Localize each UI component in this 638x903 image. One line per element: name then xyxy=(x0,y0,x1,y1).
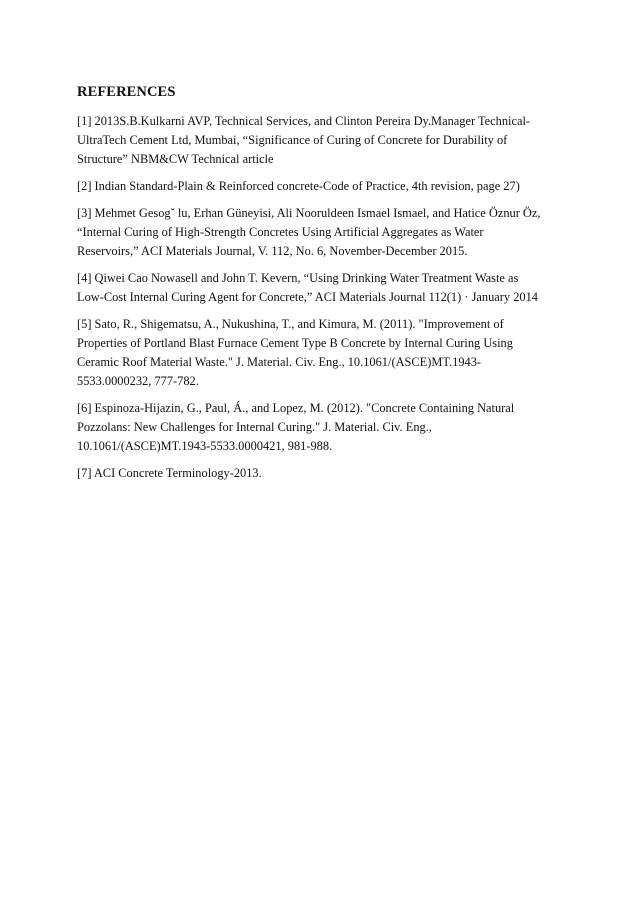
reference-line: UltraTech Cement Ltd, Mumbai, “Significance of Curing of Concrete for Durability of xyxy=(77,133,508,147)
reference-item-6 xyxy=(77,399,567,456)
reference-line: [5] Sato, R., Shigematsu, A., Nukushina, T., and Kimura, M. (2011). "Improvement of xyxy=(77,317,504,331)
reference-line: 5533.0000232, 777-782. xyxy=(77,374,199,388)
reference-line: [6] Espinoza-Hijazin, G., Paul, Á., and Lopez, M. (2012). "Concrete Containing Natural xyxy=(77,401,515,415)
reference-line: Properties of Portland Blast Furnace Cement Type B Concrete by Internal Curing Using xyxy=(77,336,513,350)
reference-line: [1] 2013S.B.Kulkarni AVP, Technical Services, and Clinton Pereira Dy.Manager Technical- xyxy=(77,114,531,128)
references-list xyxy=(77,112,567,483)
document-page xyxy=(77,82,567,491)
reference-line: 10.1061/(ASCE)MT.1943-5533.0000421, 981-988. xyxy=(77,439,333,453)
reference-item-5 xyxy=(77,315,567,391)
reference-line: [7] ACI Concrete Terminology-2013. xyxy=(77,466,262,480)
reference-item-2 xyxy=(77,177,567,196)
reference-line: Low-Cost Internal Curing Agent for Concrete,” ACI Materials Journal 112(1) · January 2014 xyxy=(77,290,538,304)
reference-line: “Internal Curing of High-Strength Concretes Using Artificial Aggregates as Water xyxy=(77,225,484,239)
reference-line: Pozzolans: New Challenges for Internal Curing." J. Material. Civ. Eng., xyxy=(77,420,432,434)
reference-line: Structure” NBM&CW Technical article xyxy=(77,152,274,166)
references-heading: REFERENCES xyxy=(77,84,176,100)
reference-item-1 xyxy=(77,112,567,169)
reference-line: [4] Qiwei Cao Nowasell and John T. Kevern, “Using Drinking Water Treatment Waste as xyxy=(77,271,519,285)
reference-line: Reservoirs,” ACI Materials Journal, V. 112, No. 6, November-December 2015. xyxy=(77,244,468,258)
reference-item-3 xyxy=(77,204,567,261)
reference-line: [2] Indian Standard-Plain & Reinforced concrete-Code of Practice, 4th revision, page 27) xyxy=(77,179,520,193)
reference-item-7 xyxy=(77,464,567,483)
reference-line: Ceramic Roof Material Waste." J. Material. Civ. Eng., 10.1061/(ASCE)MT.1943- xyxy=(77,355,482,369)
reference-line: [3] Mehmet Gesog˘ lu, Erhan Güneyisi, Ali Nooruldeen Ismael Ismael, and Hatice Öznur Öz, xyxy=(77,206,541,220)
reference-item-4 xyxy=(77,269,567,307)
